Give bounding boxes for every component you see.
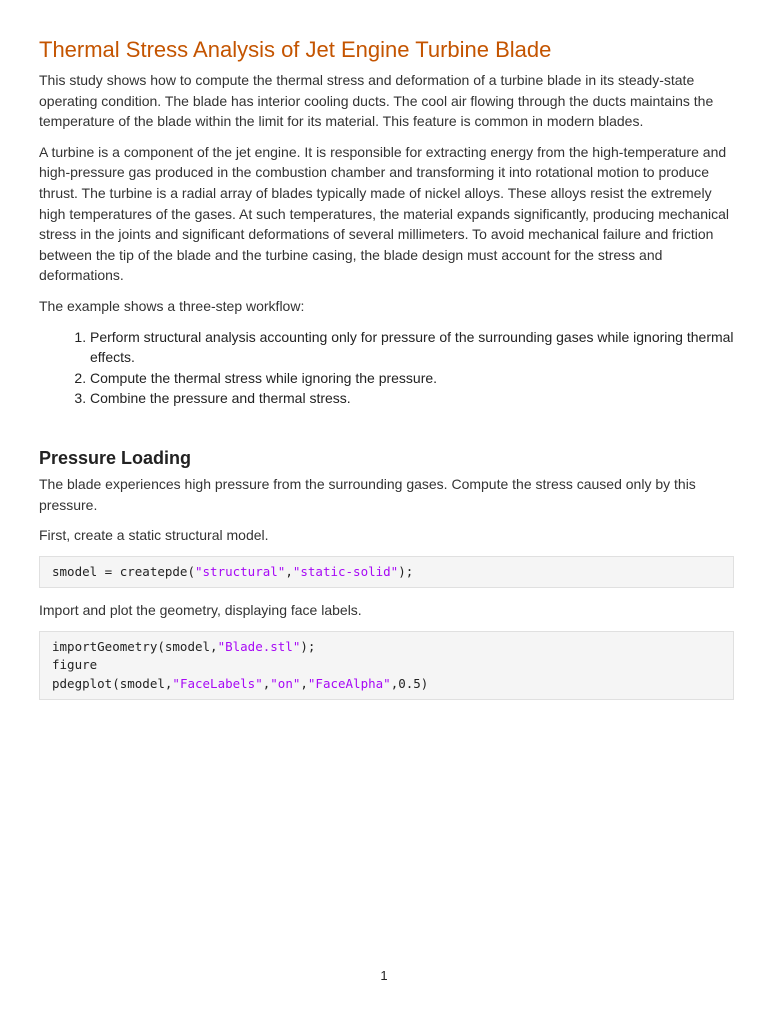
code-text: pdegplot(smodel, — [52, 675, 173, 691]
section-heading: Pressure Loading — [39, 447, 192, 468]
code-text: ); — [398, 563, 414, 579]
section-paragraph-2: First, create a static structural model. — [39, 527, 269, 544]
page-title: Thermal Stress Analysis of Jet Engine Turbine Blade — [39, 37, 552, 62]
workflow-step-3: 3. Combine the pressure and thermal stress. — [90, 388, 734, 409]
code-block-import-geometry[interactable] — [39, 631, 734, 701]
code-string: "static-solid" — [292, 563, 399, 579]
document-page — [39, 36, 734, 712]
code-string: "FaceAlpha" — [307, 675, 391, 691]
page-number: 1 — [380, 968, 388, 983]
intro-paragraph-1: This study shows how to compute the thermal stress and deformation of a turbine blade in its steady-state operating condition. The blade has interior cooling ducts. The cool air flowing through the ducts maintains the temperature of the blade within the limit for its material. This feature is common in modern blades. — [39, 72, 714, 130]
code-string: "on" — [270, 675, 301, 691]
intro-paragraph-3: The example shows a three-step workflow: — [39, 297, 305, 314]
code-text: , — [300, 675, 308, 691]
workflow-list — [39, 327, 734, 409]
code-text: ,0.5) — [390, 675, 429, 691]
code-string: "structural" — [195, 563, 286, 579]
workflow-step-2: 2. Compute the thermal stress while ignoring the pressure. — [90, 368, 734, 389]
code-text: importGeometry(smodel, — [52, 638, 218, 654]
section-paragraph-3: Import and plot the geometry, displaying face labels. — [39, 602, 362, 619]
code-text: figure — [52, 657, 98, 673]
workflow-step-1: 1. Perform structural analysis accounting only for pressure of the surrounding gases while ignoring thermal effects. — [90, 327, 734, 368]
code-text: , — [262, 675, 271, 691]
code-text: smodel = createpde( — [52, 563, 195, 579]
code-string: "Blade.stl" — [217, 638, 301, 654]
intro-paragraph-2: A turbine is a component of the jet engine. It is responsible for extracting energy from the high-temperature and high-pressure gas produced in the combustion chamber and transforming it into rotational motion to produce thrust. The turbine is a radial array of blades typically made of nickel alloys. These alloys resist the extremely high temperatures of the gases. At such temperatures, the material expands significantly, producing mechanical stress in the joints and significant deformations of several millimeters. To avoid mechanical failure and friction between the tip of the blade and the turbine casing, the blade design must account for the stress and deformations. — [39, 143, 730, 284]
code-block-createpde[interactable] — [39, 556, 734, 589]
code-text: ); — [300, 638, 316, 654]
section-paragraph-1: The blade experiences high pressure from the surrounding gases. Compute the stress caused only by this pressure. — [39, 475, 696, 513]
code-string: "FaceLabels" — [172, 675, 263, 691]
code-text: , — [285, 563, 293, 579]
